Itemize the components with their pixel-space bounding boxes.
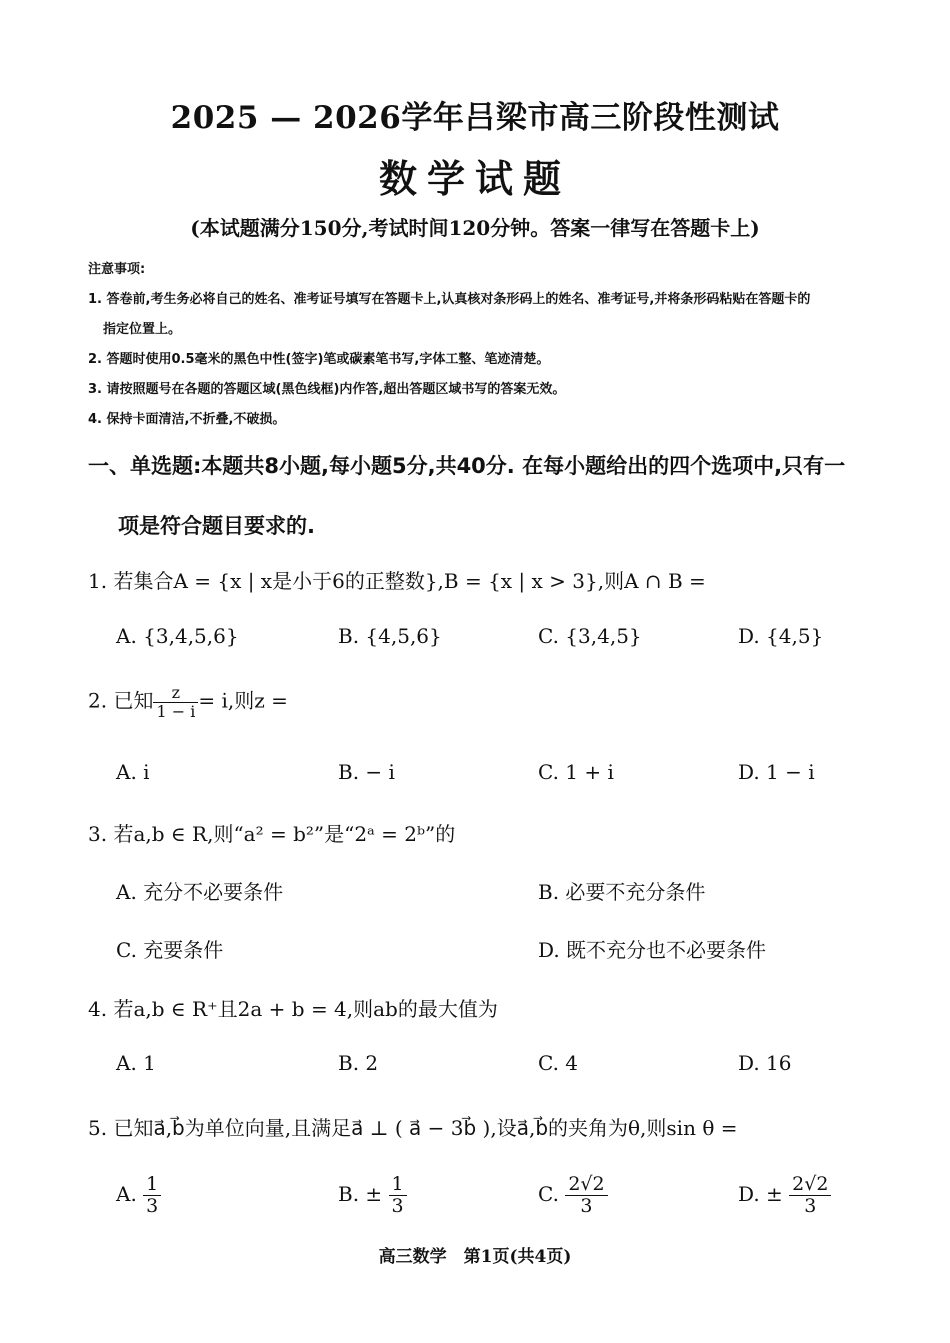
q5-option-a [116, 1174, 161, 1217]
q5-c-den: 3 [565, 1195, 607, 1217]
q5-a-den: 3 [143, 1195, 161, 1217]
q5-b-num: 1 [391, 1173, 404, 1195]
q4-option-d: D. 16 [738, 1051, 792, 1075]
q5-c-num: 2√2 [568, 1173, 605, 1195]
exam-info: (本试题满分150分,考试时间120分钟。答案一律写在答题卡上) [190, 216, 760, 240]
notice-item-1-cont: 指定位置上。 [103, 322, 182, 337]
q3-option-a: A. 充分不必要条件 [116, 880, 284, 904]
q2-suffix: = i,则z = [198, 688, 288, 713]
notice-item-2: 2. 答题时使用0.5毫米的黑色中性(签字)笔或碳素笔书写,字体工整、笔迹清楚。 [88, 352, 550, 367]
q2-fraction [153, 684, 198, 720]
q5-option-b [338, 1174, 407, 1217]
notice-item-3: 3. 请按照题号在各题的答题区域(黑色线框)内作答,超出答题区域书写的答案无效。 [88, 382, 566, 397]
q2-option-d: D. 1 − i [738, 760, 815, 784]
question-1-stem: 1. 若集合A = {x | x是小于6的正整数},B = {x | x > 3},则A ∩ B = [88, 569, 706, 593]
q2-fraction-den: 1 − i [153, 702, 198, 721]
notice-item-4: 4. 保持卡面清洁,不折叠,不破损。 [88, 412, 286, 427]
question-4-stem: 4. 若a,b ∈ R⁺且2a + b = 4,则ab的最大值为 [88, 997, 498, 1021]
subject-title: 数学试题 [378, 156, 571, 201]
q5-option-c-label: C. [538, 1181, 559, 1206]
q5-option-c [538, 1174, 608, 1217]
q1-option-b: B. {4,5,6} [338, 624, 442, 648]
q4-option-a: A. 1 [116, 1051, 156, 1075]
question-3-stem: 3. 若a,b ∈ R,则“a² = b²”是“2ᵃ = 2ᵇ”的 [88, 822, 456, 846]
q5-b-den: 3 [389, 1195, 407, 1217]
q5-d-den: 3 [789, 1195, 831, 1217]
q5-option-b-label: B. ± [338, 1181, 383, 1206]
q5-option-d [738, 1174, 831, 1217]
question-2-stem [88, 684, 288, 720]
q5-d-num: 2√2 [792, 1173, 829, 1195]
question-5-stem: 5. 已知a⃗,b⃗为单位向量,且满足a⃗ ⊥ ( a⃗ − 3b⃗ ),设a⃗,b⃗的夹角为θ,则sin θ = [88, 1116, 738, 1140]
section-heading-cont: 项是符合题目要求的. [118, 514, 315, 538]
q2-fraction-num: z [171, 683, 181, 702]
q4-option-c: C. 4 [538, 1051, 579, 1075]
q2-prefix: 2. 已知 [88, 688, 154, 713]
q4-option-b: B. 2 [338, 1051, 379, 1075]
q2-option-a: A. i [116, 760, 150, 784]
notice-heading: 注意事项: [88, 262, 146, 277]
q5-option-b-fraction [389, 1174, 407, 1217]
exam-title: 2025 — 2026学年吕梁市高三阶段性测试 [170, 100, 780, 136]
page-footer: 高三数学 第1页(共4页) [378, 1247, 572, 1267]
q3-option-b: B. 必要不充分条件 [538, 880, 706, 904]
q1-option-c: C. {3,4,5} [538, 624, 642, 648]
q3-option-d: D. 既不充分也不必要条件 [538, 938, 767, 962]
q5-option-a-label: A. [116, 1181, 137, 1206]
q5-option-d-fraction [789, 1174, 831, 1217]
q5-option-c-fraction [565, 1174, 607, 1217]
q3-option-c: C. 充要条件 [116, 938, 224, 962]
q5-a-num: 1 [146, 1173, 159, 1195]
q1-option-a: A. {3,4,5,6} [116, 624, 239, 648]
q1-option-d: D. {4,5} [738, 624, 824, 648]
q5-option-a-fraction [143, 1174, 161, 1217]
section-heading: 一、单选题:本题共8小题,每小题5分,共40分. 在每小题给出的四个选项中,只有一 [88, 454, 846, 478]
q5-option-d-label: D. ± [738, 1181, 783, 1206]
notice-item-1: 1. 答卷前,考生务必将自己的姓名、准考证号填写在答题卡上,认真核对条形码上的姓名、准考证号,并将条形码粘贴在答题卡的 [88, 292, 811, 307]
q2-option-b: B. − i [338, 760, 395, 784]
q2-option-c: C. 1 + i [538, 760, 614, 784]
